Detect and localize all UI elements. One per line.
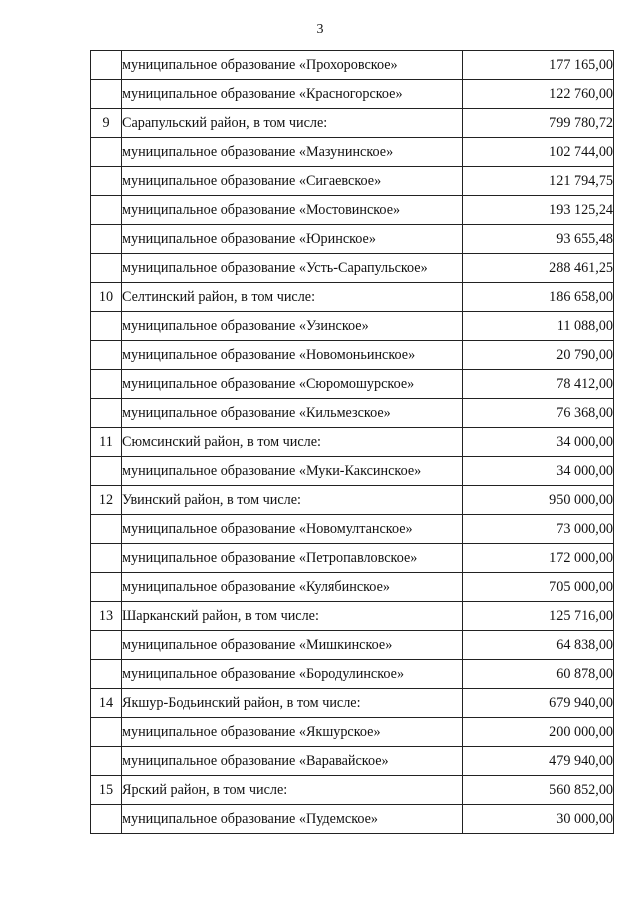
row-number-cell: 9 — [91, 109, 122, 138]
row-number-cell — [91, 167, 122, 196]
row-number-cell: 13 — [91, 602, 122, 631]
row-number-cell — [91, 225, 122, 254]
row-number-cell: 12 — [91, 486, 122, 515]
row-number-cell — [91, 341, 122, 370]
table-row — [91, 196, 614, 225]
row-number-cell — [91, 631, 122, 660]
table-row — [91, 167, 614, 196]
table-row — [91, 109, 614, 138]
row-name-cell: Якшур-Бодьинский район, в том числе: — [122, 689, 463, 718]
table-row — [91, 602, 614, 631]
row-amount-cell: 78 412,00 — [463, 370, 614, 399]
row-name-cell: муниципальное образование «Новомултанское» — [122, 515, 463, 544]
row-name-cell: муниципальное образование «Пудемское» — [122, 805, 463, 834]
table-row — [91, 138, 614, 167]
row-amount-cell: 950 000,00 — [463, 486, 614, 515]
page-number: 3 — [316, 22, 324, 37]
table-row — [91, 544, 614, 573]
table-row — [91, 254, 614, 283]
table-row — [91, 660, 614, 689]
table-row — [91, 486, 614, 515]
table-row — [91, 631, 614, 660]
row-amount-cell: 73 000,00 — [463, 515, 614, 544]
row-number-cell — [91, 370, 122, 399]
row-number-cell — [91, 80, 122, 109]
row-number-cell: 11 — [91, 428, 122, 457]
row-name-cell: муниципальное образование «Кулябинское» — [122, 573, 463, 602]
row-number-cell — [91, 718, 122, 747]
table-row — [91, 51, 614, 80]
row-name-cell: муниципальное образование «Узинское» — [122, 312, 463, 341]
row-number-cell — [91, 254, 122, 283]
table-row — [91, 805, 614, 834]
row-number-cell: 10 — [91, 283, 122, 312]
table-row — [91, 457, 614, 486]
row-number-cell — [91, 457, 122, 486]
row-amount-cell: 34 000,00 — [463, 457, 614, 486]
row-amount-cell: 479 940,00 — [463, 747, 614, 776]
row-name-cell: муниципальное образование «Сюромошурское» — [122, 370, 463, 399]
row-name-cell: муниципальное образование «Петропавловское» — [122, 544, 463, 573]
row-name-cell: муниципальное образование «Кильмезское» — [122, 399, 463, 428]
row-amount-cell: 172 000,00 — [463, 544, 614, 573]
row-amount-cell: 34 000,00 — [463, 428, 614, 457]
row-amount-cell: 200 000,00 — [463, 718, 614, 747]
table-row — [91, 80, 614, 109]
table-row — [91, 718, 614, 747]
row-number-cell — [91, 747, 122, 776]
budget-table — [90, 50, 614, 834]
row-amount-cell: 122 760,00 — [463, 80, 614, 109]
row-number-cell — [91, 51, 122, 80]
row-amount-cell: 11 088,00 — [463, 312, 614, 341]
row-amount-cell: 102 744,00 — [463, 138, 614, 167]
row-amount-cell: 125 716,00 — [463, 602, 614, 631]
row-amount-cell: 76 368,00 — [463, 399, 614, 428]
row-amount-cell: 186 658,00 — [463, 283, 614, 312]
row-name-cell: муниципальное образование «Варавайское» — [122, 747, 463, 776]
row-name-cell: Селтинский район, в том числе: — [122, 283, 463, 312]
row-name-cell: Сюмсинский район, в том числе: — [122, 428, 463, 457]
row-amount-cell: 705 000,00 — [463, 573, 614, 602]
row-name-cell: муниципальное образование «Сигаевское» — [122, 167, 463, 196]
row-number-cell — [91, 660, 122, 689]
row-amount-cell: 121 794,75 — [463, 167, 614, 196]
table-body — [91, 51, 614, 834]
table-row — [91, 370, 614, 399]
row-number-cell — [91, 805, 122, 834]
row-amount-cell: 288 461,25 — [463, 254, 614, 283]
row-name-cell: муниципальное образование «Мазунинское» — [122, 138, 463, 167]
row-name-cell: Увинский район, в том числе: — [122, 486, 463, 515]
row-name-cell: Шарканский район, в том числе: — [122, 602, 463, 631]
row-number-cell — [91, 573, 122, 602]
table-row — [91, 689, 614, 718]
table-row — [91, 573, 614, 602]
table-row — [91, 515, 614, 544]
row-name-cell: муниципальное образование «Якшурское» — [122, 718, 463, 747]
row-amount-cell: 799 780,72 — [463, 109, 614, 138]
table-row — [91, 283, 614, 312]
row-amount-cell: 30 000,00 — [463, 805, 614, 834]
row-amount-cell: 20 790,00 — [463, 341, 614, 370]
row-number-cell: 14 — [91, 689, 122, 718]
row-name-cell: муниципальное образование «Новомоньинское» — [122, 341, 463, 370]
row-name-cell: муниципальное образование «Мостовинское» — [122, 196, 463, 225]
table-row — [91, 747, 614, 776]
table-row — [91, 776, 614, 805]
row-amount-cell: 679 940,00 — [463, 689, 614, 718]
row-name-cell: Сарапульский район, в том числе: — [122, 109, 463, 138]
row-number-cell — [91, 312, 122, 341]
row-number-cell — [91, 138, 122, 167]
row-amount-cell: 560 852,00 — [463, 776, 614, 805]
row-name-cell: муниципальное образование «Усть-Сарапульское» — [122, 254, 463, 283]
row-amount-cell: 193 125,24 — [463, 196, 614, 225]
row-number-cell — [91, 399, 122, 428]
row-name-cell: муниципальное образование «Мишкинское» — [122, 631, 463, 660]
table-row — [91, 399, 614, 428]
table-row — [91, 428, 614, 457]
row-name-cell: муниципальное образование «Бородулинское» — [122, 660, 463, 689]
row-amount-cell: 64 838,00 — [463, 631, 614, 660]
row-name-cell: муниципальное образование «Юринское» — [122, 225, 463, 254]
row-name-cell: муниципальное образование «Прохоровское» — [122, 51, 463, 80]
row-name-cell: муниципальное образование «Красногорское» — [122, 80, 463, 109]
row-amount-cell: 93 655,48 — [463, 225, 614, 254]
row-amount-cell: 60 878,00 — [463, 660, 614, 689]
row-number-cell — [91, 196, 122, 225]
row-name-cell: Ярский район, в том числе: — [122, 776, 463, 805]
table-row — [91, 341, 614, 370]
row-number-cell: 15 — [91, 776, 122, 805]
row-number-cell — [91, 544, 122, 573]
row-number-cell — [91, 515, 122, 544]
row-amount-cell: 177 165,00 — [463, 51, 614, 80]
table-row — [91, 225, 614, 254]
row-name-cell: муниципальное образование «Муки-Каксинское» — [122, 457, 463, 486]
table-row — [91, 312, 614, 341]
